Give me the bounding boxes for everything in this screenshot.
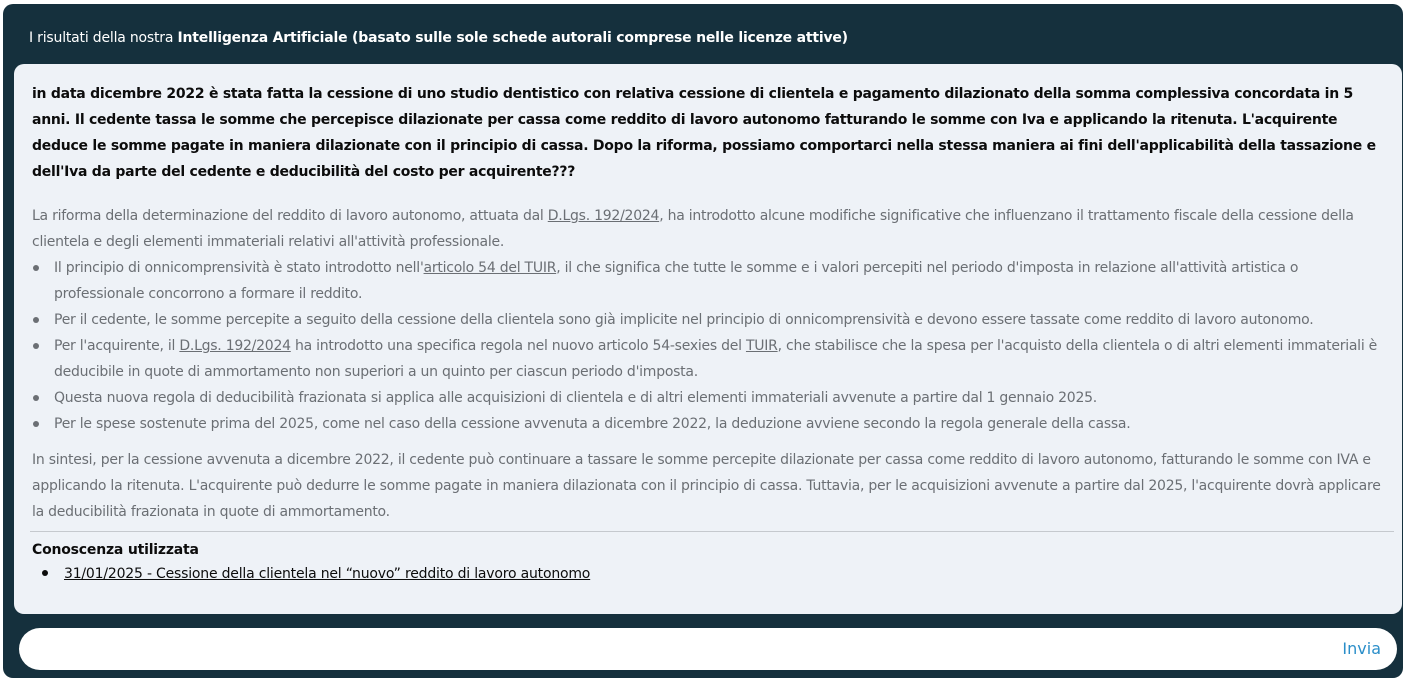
answer-bullet: Per le spese sostenute prima del 2025, come nel caso della cessione avvenuta a dicembre 2022, la deduzione avviene secondo la regola generale della cassa. — [32, 411, 1390, 437]
header-prefix: I risultati della nostra — [29, 30, 178, 46]
answer-bullet: Per l'acquirente, il D.Lgs. 192/2024 ha introdotto una specifica regola nel nuovo articolo 54-sexies del TUIR, che stabilisce che la spesa per l'acquisto della clientela o di altri elementi immateriali è deducibile in quote di ammortamento non superiori a un quinto per ciascun periodo d'imposta. — [32, 333, 1390, 385]
result-card — [14, 64, 1402, 614]
answer-bullet-list — [32, 255, 1390, 437]
ai-answer — [32, 203, 1390, 525]
answer-summary: In sintesi, per la cessione avvenuta a dicembre 2022, il cedente può continuare a tassare le somme percepite dilazionate per cassa come reddito di lavoro autonomo, fatturando le somme con IVA e applicando la ritenuta. L'acquirente può dedurre le somme pagate in maniera dilazionata con il principio di cassa. Tuttavia, per le acquisizioni avvenute a partire dal 2025, l'acquirente dovrà applicare la deducibilità frazionata in quote di ammortamento. — [32, 452, 1381, 520]
message-input-bar — [19, 628, 1397, 670]
user-question: in data dicembre 2022 è stata fatta la cessione di uno studio dentistico con relativa cessione di clientela e pagamento dilazionato della somma complessiva concordata in 5 anni. Il cedente tassa le somme che percepisce dilazionate per cassa come reddito di lavoro autonomo fatturando le somme con Iva e applicando la ritenuta. L'acquirente deduce le somme pagate in maniera dilazionate con il principio di cassa. Dopo la riforma, possiamo comportarci nella stessa maniera ai fini dell'applicabilità della tassazione e dell'Iva da parte del cedente e deducibilità del costo per acquirente??? — [32, 86, 1376, 180]
answer-intro: La riforma della determinazione del reddito di lavoro autonomo, attuata dal D.Lgs. 192/2024, ha introdotto alcune modifiche significative che influenzano il trattamento fiscale della cessione della clientela e degli elementi immateriali relativi all'attività professionale. — [32, 208, 1354, 250]
send-button[interactable]: Invia — [1342, 639, 1381, 658]
knowledge-item — [32, 561, 1332, 587]
ai-results-panel — [3, 4, 1403, 678]
tuir-link[interactable]: TUIR — [745, 338, 778, 354]
tuir-article-link[interactable]: articolo 54 del TUIR — [423, 260, 557, 276]
knowledge-title: Conoscenza utilizzata — [32, 542, 199, 558]
dlgs-link[interactable]: D.Lgs. 192/2024 — [547, 208, 660, 224]
answer-bullet: Questa nuova regola di deducibilità frazionata si applica alle acquisizioni di clientela e di altri elementi immateriali avvenute a partire dal 1 gennaio 2025. — [32, 385, 1390, 411]
message-input[interactable] — [39, 636, 1333, 664]
answer-bullet: Il principio di onnicomprensività è stato introdotto nell'articolo 54 del TUIR, il che significa che tutte le somme e i valori percepiti nel periodo d'imposta in relazione all'attività artistica o professionale concorrono a formare il reddito. — [32, 255, 1390, 307]
panel-header — [29, 30, 848, 46]
divider — [30, 531, 1394, 532]
knowledge-source-link[interactable]: 31/01/2025 - Cessione della clientela nel “nuovo” reddito di lavoro autonomo — [64, 566, 591, 582]
answer-bullet: Per il cedente, le somme percepite a seguito della cessione della clientela sono già implicite nel principio di onnicomprensività e devono essere tassate come reddito di lavoro autonomo. — [32, 307, 1390, 333]
knowledge-section — [32, 539, 1332, 587]
dlgs-link[interactable]: D.Lgs. 192/2024 — [179, 338, 291, 354]
header-bold-title: Intelligenza Artificiale (basato sulle sole schede autorali comprese nelle licenze attive) — [177, 30, 848, 46]
